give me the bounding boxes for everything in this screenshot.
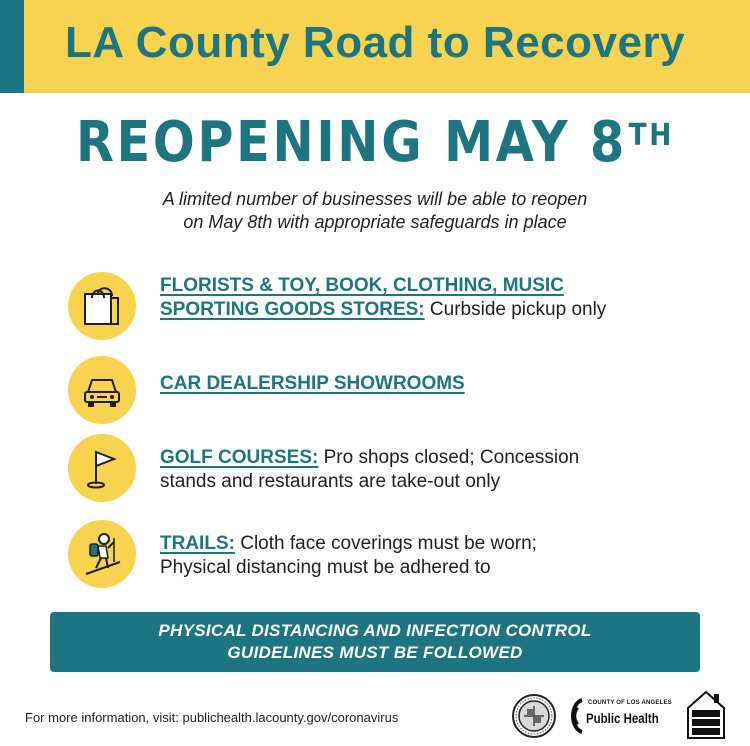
banner-text (50, 620, 700, 664)
item-text-trails (160, 532, 708, 580)
public-health-logo (566, 696, 676, 736)
footer-info-text: For more information, visit: publichealth.lacounty.gov/coronavirus (25, 710, 399, 725)
headline (45, 110, 705, 175)
stay-safe-house-logo (684, 688, 728, 740)
category-golf: GOLF COURSES: (160, 447, 319, 468)
golf-flag-icon (68, 434, 136, 502)
category-retail-line-2: SPORTING GOODS STORES: (160, 299, 425, 320)
banner-line-1: PHYSICAL DISTANCING AND INFECTION CONTROL (158, 621, 592, 640)
item-text-golf (160, 446, 708, 494)
subtitle-line-1: A limited number of businesses will be able to reopen (162, 189, 588, 209)
item-text-retail (160, 274, 708, 322)
header-title: LA County Road to Recovery (64, 18, 686, 67)
headline-main: REOPENING MAY 8 (75, 110, 627, 175)
guidelines-banner (50, 612, 700, 672)
detail-trails-line-1: Cloth face coverings must be worn; (240, 533, 537, 554)
item-text-car-dealership (160, 372, 708, 396)
category-car-dealership: CAR DEALERSHIP SHOWROOMS (160, 373, 465, 394)
subtitle-line-2: on May 8th with appropriate safeguards in place (183, 212, 567, 232)
subtitle (0, 188, 750, 234)
hiker-icon (68, 520, 136, 588)
car-icon (68, 356, 136, 424)
detail-golf-line-2: stands and restaurants are take-out only (160, 471, 501, 492)
public-health-logo-big-text: Public Health (586, 710, 659, 726)
category-trails: TRAILS: (160, 533, 235, 554)
county-seal-logo (512, 694, 556, 738)
public-health-logo-small-text: COUNTY OF LOS ANGELES (588, 700, 672, 706)
shopping-bag-icon (68, 272, 136, 340)
banner-line-2: GUIDELINES MUST BE FOLLOWED (227, 643, 523, 662)
detail-golf-line-1: Pro shops closed; Concession (323, 447, 580, 468)
category-retail-line-1: FLORISTS & TOY, BOOK, CLOTHING, MUSIC (160, 275, 564, 296)
detail-trails-line-2: Physical distancing must be adhered to (160, 557, 491, 578)
detail-retail: Curbside pickup only (429, 299, 607, 320)
headline-superscript: TH (628, 118, 675, 153)
